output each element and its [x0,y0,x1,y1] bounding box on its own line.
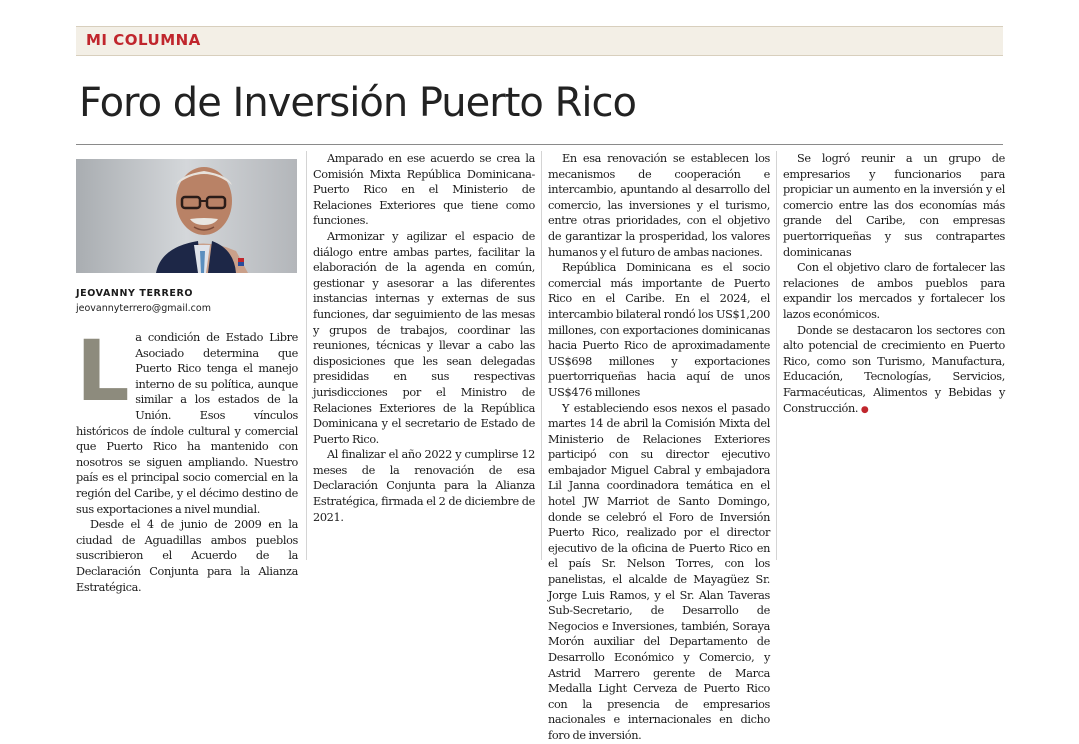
paragraph-5: Al finalizar el año 2022 y cumplirse 12 meses de la renovación de esa Declaración Conjunta para la Alianza Estratégica, firmada el 2 de diciembre de 2021. [313,448,535,524]
article-column-4 [783,151,1005,560]
column-divider [541,151,542,560]
paragraph-6: En esa renovación se establecen los mecanismos de cooperación e intercambio, apuntando al desarrollo del comercio, las inversiones y el turismo, entre otras prioridades, con el objetivo de garantizar la prosperidad, los valores humanos y el futuro de ambas naciones. [548,152,770,259]
article-column-2 [313,151,535,560]
column-divider [776,151,777,560]
paragraph-7: República Dominicana es el socio comercial más importante de Puerto Rico en el Caribe. En el 2024, el intercambio bilateral rondó los US$1,200 millones, con exportaciones dominicanas hacia Puerto Rico de aproximadamente US$698 millones y exportaciones puertorriqueñas hacia aquí de unos US$476 millones [548,261,770,399]
paragraph-1 [76,322,298,517]
paragraph-9: Se logró reunir a un grupo de empresarios y funcionarios para propiciar un aumento en la inversión y el comercio entre las dos economías más grande del Caribe, con empresas puertorriqueñas y sus contrapartes dominicanas [783,152,1005,259]
article-headline: Foro de Inversión Puerto Rico [79,80,636,126]
column-divider [306,151,307,560]
paragraph-10: Con el objetivo claro de fortalecer las relaciones de ambos pueblos para expandir los mercados y fortalecer los lazos económicos. [783,261,1005,321]
paragraph-11-text: Donde se destacaron los sectores con alto potencial de crecimiento en Puerto Rico, como son Turismo, Manufactura, Educación, Tecnologías, Servicios, Farmacéuticas, Alimentos y Bebidas y Construcción. [783,323,1005,415]
paragraph-8: Y estableciendo esos nexos el pasado martes 14 de abril la Comisión Mixta del Ministerio de Relaciones Exteriores participó con su director ejecutivo embajador Miguel Cabral y embajadora Lil Janna coordinadora temática en el hotel JW Marriot de Santo Domingo, donde se celebró el Foro de Inversión Puerto Rico, realizado por el director ejecutivo de la oficina de Puerto Rico en el país Sr. Nelson Torres, con los panelistas, el alcalde de Mayagüez Sr. Jorge Luis Ramos, y el Sr. Alan Taveras Sub-Secretario, de Desarrollo de Negocios e Inversiones, también, Soraya Morón auxiliar del Departamento de Desarrollo Económico y Comercio, y Astrid Marrero gerente de Marca Medalla Light Cerveza de Puerto Rico con la presencia de empresarios nacionales e internacionales en dicho foro de inversión. [548,401,770,742]
author-name: JEOVANNY TERRERO [76,288,194,299]
paragraph-3: Amparado en ese acuerdo se crea la Comisión Mixta República Dominicana-Puerto Rico en el Ministerio de Relaciones Exteriores que tiene como funciones. [313,152,535,228]
author-photo [76,159,297,273]
paragraph-2: Desde el 4 de junio de 2009 en la ciudad de Aguadillas ambos pueblos suscribieron el Acuerdo de la Declaración Conjunta para la Alianza Estratégica. [76,518,298,594]
section-header-bar [76,26,1003,56]
section-label: MI COLUMNA [86,31,201,49]
headline-rule [76,144,1003,145]
article-column-1 [76,322,298,594]
author-email[interactable]: jeovannyterrero@gmail.com [76,303,211,314]
end-mark-icon: ● [860,404,869,415]
paragraph-1-text: a condición de Estado Libre Asociado determina que Puerto Rico tenga el manejo interno de su política, aunque similar a los estados de la Unión. Esos vínculos históricos de índole cultural y comercial que Puerto Rico ha mantenido con nosotros se siguen ampliando. Nuestro país es el principal socio comercial en la región del Caribe, y el décimo destino de sus exportaciones a nivel mundial. [76,331,298,516]
paragraph-4: Armonizar y agilizar el espacio de diálogo entre ambas partes, facilitar la elaboración de la agenda en común, gestionar y asesorar a las diferentes instancias internas y externas de sus funciones, dar seguimiento de las mesas y grupos de trabajos, coordinar las reuniones, técnicas y llevar a cabo las disposiciones que les sean delegadas presididas en sus respectivas jurisdicciones por el Ministro de Relaciones Exteriores de la República Dominicana y el secretario de Estado de Puerto Rico. [313,229,535,446]
article-column-3 [548,151,770,742]
paragraph-11 [783,323,1005,419]
drop-cap: L [76,322,130,420]
